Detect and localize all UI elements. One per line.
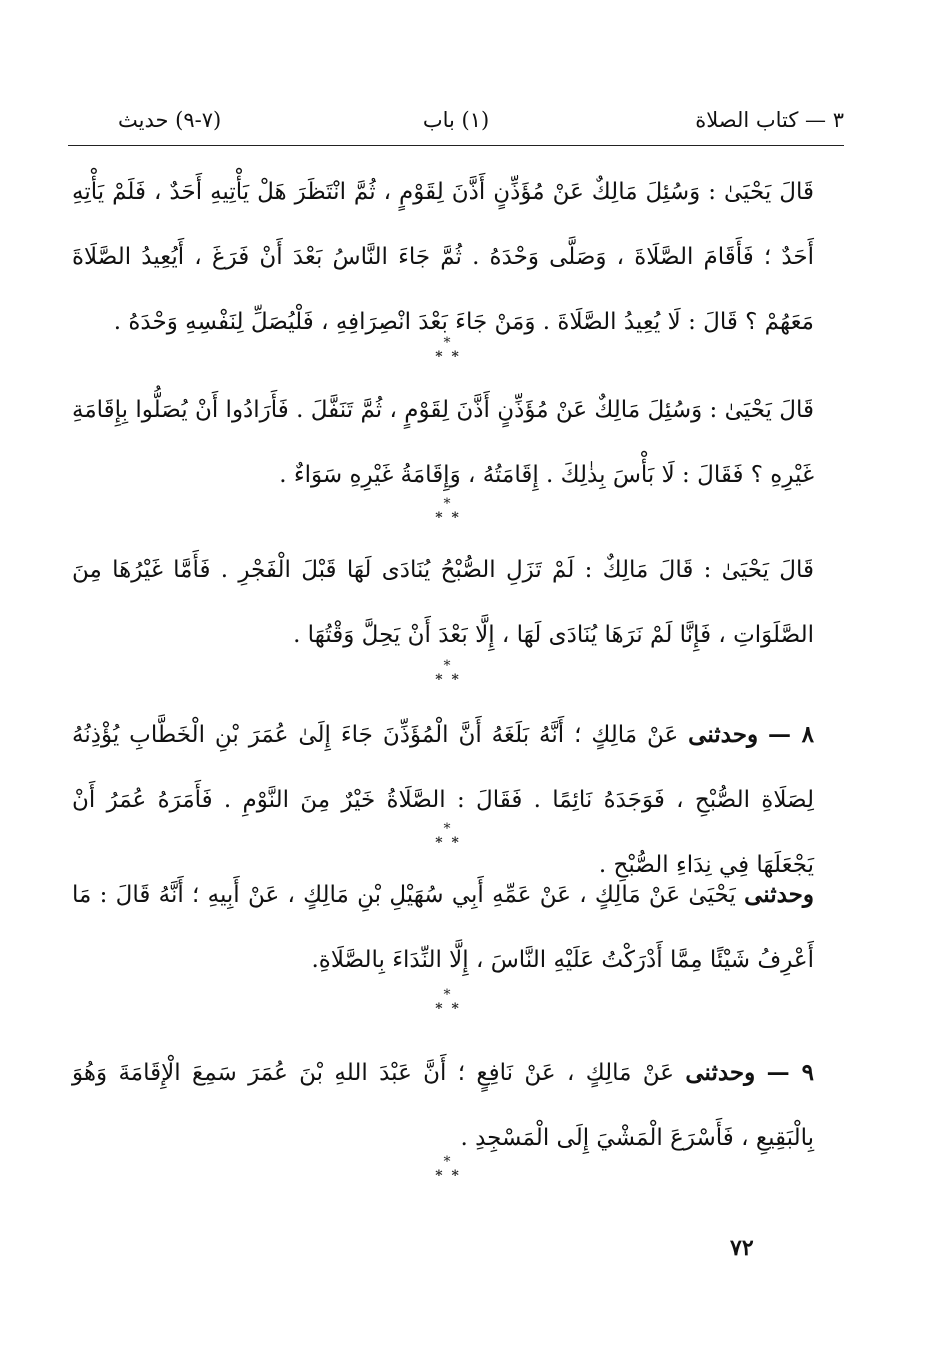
paragraph-5-text: يَحْيَىٰ عَنْ مَالِكٍ ، عَنْ عَمِّهِ أَبِي سُهَيْلِ بْنِ مَالِكٍ ، عَنْ أَبِيهِ ؛ أَنَّهُ قَالَ : مَا أَعْرِفُ شَيْئًا مِمَّا أَدْرَكْتُ عَلَيْهِ النَّاسَ ، إِلَّا النِّدَاءَ بِالصَّلَاةِ. [72, 882, 814, 973]
hadith-keyword: وحدثنى [744, 881, 814, 908]
separator-star: * [443, 496, 451, 512]
paragraph-hadith-8-text: عَنْ مَالِكٍ ؛ أَنَّهُ بَلَغَهُ أَنَّ الْمُؤَذِّنَ جَاءَ إِلَىٰ عُمَرَ بْنِ الْخَطَّابِ يُؤْذِنُهُ لِصَلَاةِ الصُّبْحِ ، فَوَجَدَهُ نَائِمًا . فَقَالَ : الصَّلَاةُ خَيْرٌ مِنَ النَّوْمِ . فَأَمَرَهُ عُمَرُ أَنْ يَجْعَلَهَا فِي نِدَاءِ الصُّبْحِ . [72, 722, 814, 878]
separator-star: * [443, 821, 451, 837]
separator-star: * [435, 672, 443, 688]
separator-star: * [451, 349, 459, 365]
header-hadith-range: (٧-٩) حديث [118, 108, 222, 132]
paragraph-hadith-9 [72, 1040, 814, 1171]
paragraph-1 [72, 160, 814, 355]
page-number: ٧٢ [730, 1235, 754, 1261]
header-book-title: ٣ — كتاب الصلاة [695, 108, 844, 132]
hadith-keyword: وحدثنى [688, 721, 759, 748]
hadith-number: ٨ — [768, 721, 815, 748]
separator-star: * [451, 1001, 459, 1017]
separator-star: * [435, 1168, 443, 1184]
separator-5 [392, 988, 502, 1030]
paragraph-hadith-9-text: عَنْ مَالِكٍ ، عَنْ نَافِعٍ ؛ أَنَّ عَبْدَ اللهِ بْنَ عُمَرَ سَمِعَ الْإِقَامَةَ وَهُوَ بِالْبَقِيعِ ، فَأَسْرَعَ الْمَشْيَ إِلَى الْمَسْجِدِ . [72, 1060, 814, 1151]
separator-3 [392, 659, 502, 701]
separator-star: * [443, 658, 451, 674]
paragraph-5 [72, 862, 814, 993]
separator-star: * [451, 1168, 459, 1184]
separator-star: * [443, 1154, 451, 1170]
paragraph-2-text: قَالَ يَحْيَىٰ : وَسُئِلَ مَالِكٌ عَنْ مُؤَذِّنٍ أَذَّنَ لِقَوْمٍ ، ثُمَّ تَنَفَّلَ . فَأَرَادُوا أَنْ يُصَلُّوا بِإِقَامَةِ غَيْرِهِ ؟ فَقَالَ : لَا بَأْسَ بِذٰلِكَ . إِقَامَتُهُ ، وَإِقَامَةُ غَيْرِهِ سَوَاءٌ . [72, 397, 814, 488]
separator-star: * [435, 835, 443, 851]
separator-star: * [435, 1001, 443, 1017]
separator-2 [392, 497, 502, 539]
separator-star: * [435, 349, 443, 365]
separator-star: * [451, 672, 459, 688]
header-rule [68, 145, 844, 146]
paragraph-3 [72, 538, 814, 668]
hadith-number: ٩ — [766, 1059, 815, 1086]
separator-4 [392, 822, 502, 864]
header-chapter: (١) باب [422, 108, 490, 132]
running-header [68, 102, 844, 140]
separator-star: * [451, 510, 459, 526]
hadith-keyword: وحدثنى [685, 1059, 756, 1086]
separator-star: * [451, 835, 459, 851]
separator-star: * [435, 510, 443, 526]
separator-1 [392, 336, 502, 378]
separator-star: * [443, 987, 451, 1003]
separator-6 [392, 1155, 502, 1197]
paragraph-3-text: قَالَ يَحْيَىٰ : قَالَ مَالِكٌ : لَمْ تَزَلِ الصُّبْحُ يُنَادَى لَهَا قَبْلَ الْفَجْرِ . فَأَمَّا غَيْرُهَا مِنَ الصَّلَوَاتِ ، فَإِنَّا لَمْ نَرَهَا يُنَادَى لَهَا ، إِلَّا بَعْدَ أَنْ يَحِلَّ وَقْتُهَا . [72, 557, 814, 648]
paragraph-1-text: قَالَ يَحْيَىٰ : وَسُئِلَ مَالِكٌ عَنْ مُؤَذِّنٍ أَذَّنَ لِقَوْمٍ ، ثُمَّ انْتَظَرَ هَلْ يَأْتِيهِ أَحَدٌ ، فَلَمْ يَأْتِهِ أَحَدٌ ؛ فَأَقَامَ الصَّلَاةَ ، وَصَلَّى وَحْدَهُ . ثُمَّ جَاءَ النَّاسُ بَعْدَ أَنْ فَرَغَ ، أَيُعِيدُ الصَّلَاةَ مَعَهُمْ ؟ قَالَ : لَا يُعِيدُ الصَّلَاةَ . وَمَنْ جَاءَ بَعْدَ انْصِرَافِهِ ، فَلْيُصَلِّ لِنَفْسِهِ وَحْدَهُ . [72, 179, 814, 335]
separator-star: * [443, 335, 451, 351]
paragraph-2 [72, 378, 814, 508]
